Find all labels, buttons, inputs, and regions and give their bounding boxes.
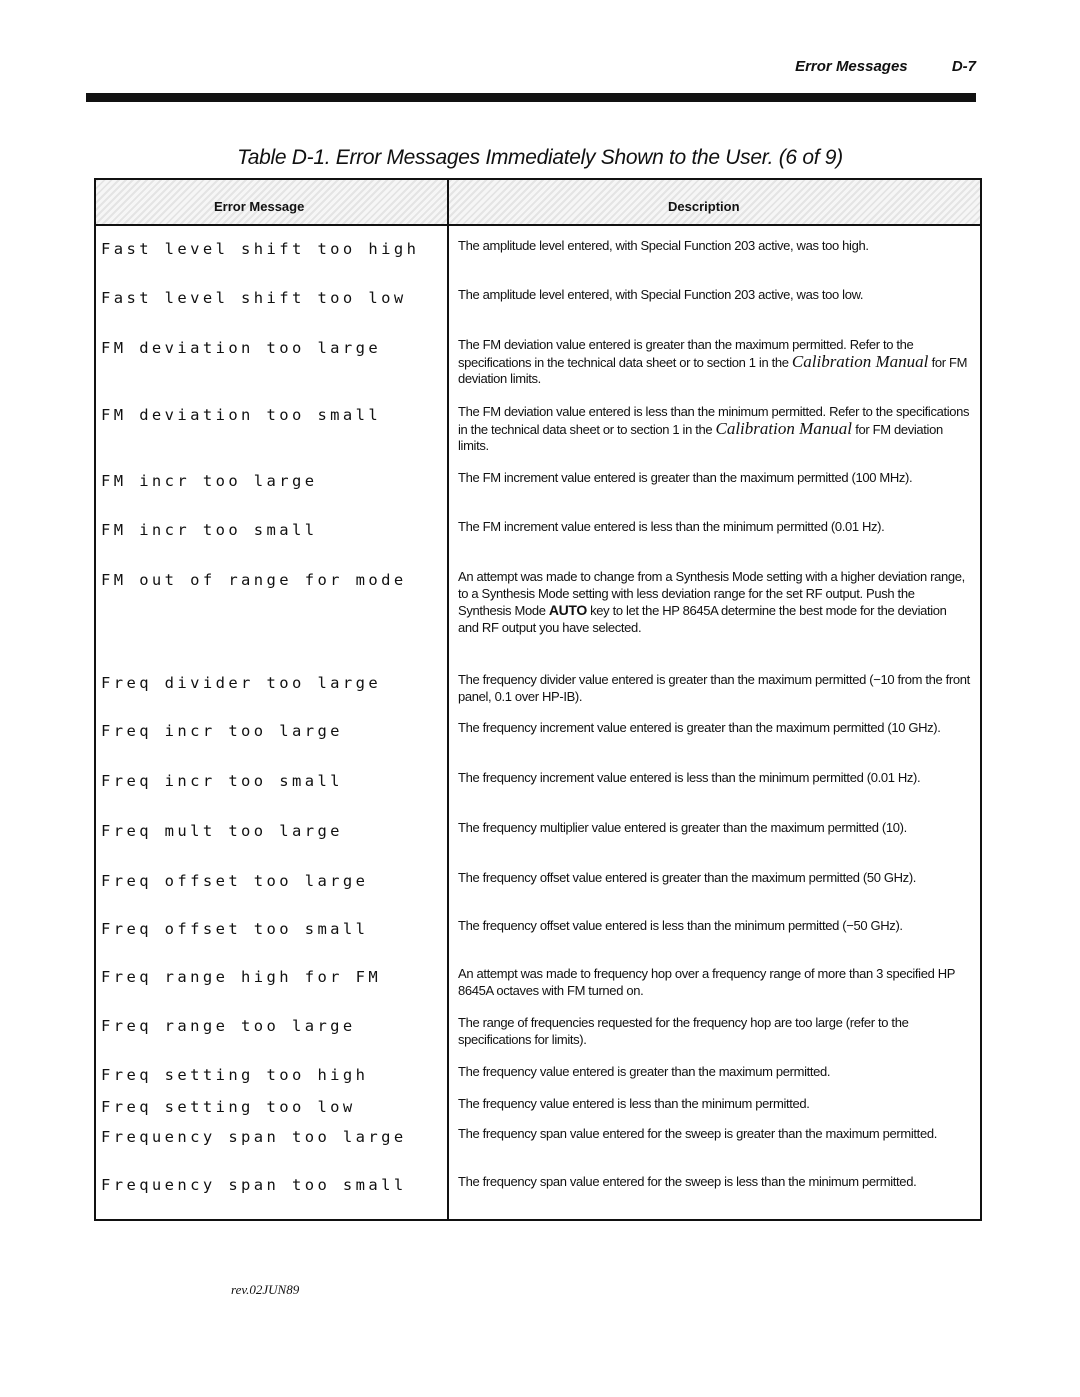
error-message: FM deviation too small bbox=[101, 406, 382, 424]
table-header bbox=[96, 180, 980, 226]
error-description: The frequency value entered is less than the minimum permitted. bbox=[458, 1096, 810, 1111]
error-description: The range of frequencies requested for the frequency hop are too large (refer to the specifications for limits). bbox=[458, 1015, 909, 1047]
error-description: The frequency offset value entered is greater than the maximum permitted (50 GHz). bbox=[458, 870, 917, 885]
column-divider bbox=[447, 180, 449, 1219]
table-title: Table D-1. Error Messages Immediately Shown to the User. (6 of 9) bbox=[237, 146, 843, 169]
error-description: The frequency offset value entered is less than the minimum permitted (−50 GHz). bbox=[458, 918, 903, 933]
column-header-description: Description bbox=[668, 199, 740, 214]
error-message: Freq range high for FM bbox=[101, 968, 382, 986]
error-description: The frequency multiplier value entered is greater than the maximum permitted (10). bbox=[458, 820, 907, 835]
error-description: The frequency span value entered for the sweep is greater than the maximum permitted. bbox=[458, 1126, 937, 1141]
error-description: The amplitude level entered, with Special Function 203 active, was too high. bbox=[458, 238, 869, 253]
error-message: Frequency span too large bbox=[101, 1128, 407, 1146]
error-description: The frequency divider value entered is greater than the maximum permitted (−10 from the front panel, 0.1 over HP-IB). bbox=[458, 672, 970, 704]
header-section: Error Messages bbox=[795, 58, 908, 75]
error-description: The FM deviation value entered is less than the minimum permitted. Refer to the specifications in the technical data sheet or to section 1 in the Calibration Manual for FM deviation limits. bbox=[458, 404, 970, 453]
manual-reference: Calibration Manual bbox=[791, 351, 929, 371]
error-description: The frequency value entered is greater than the maximum permitted. bbox=[458, 1064, 831, 1079]
error-description: An attempt was made to change from a Synthesis Mode setting with a higher deviation range, to a Synthesis Mode setting with less deviation range for the set RF output. Push the Synthesis Mode AUTO key to let the HP 8645A determine the best mode for the deviation and RF output you have selected. bbox=[458, 569, 965, 635]
error-message: FM incr too small bbox=[101, 521, 318, 539]
error-message: Frequency span too small bbox=[101, 1176, 407, 1194]
error-description: The FM increment value entered is greater than the maximum permitted (100 MHz). bbox=[458, 470, 913, 485]
error-message: Freq setting too high bbox=[101, 1066, 369, 1084]
column-header-message: Error Message bbox=[214, 199, 305, 214]
error-description: The frequency increment value entered is greater than the maximum permitted (10 GHz). bbox=[458, 720, 941, 735]
error-description: The frequency increment value entered is less than the minimum permitted (0.01 Hz). bbox=[458, 770, 921, 785]
header-rule bbox=[86, 93, 976, 102]
error-message: Freq incr too large bbox=[101, 722, 343, 740]
error-message: Fast level shift too low bbox=[101, 289, 407, 307]
error-message: Freq offset too small bbox=[101, 920, 369, 938]
running-header bbox=[795, 58, 976, 75]
error-description: The frequency span value entered for the sweep is less than the minimum permitted. bbox=[458, 1174, 917, 1189]
error-message: FM deviation too large bbox=[101, 339, 382, 357]
header-page-number: D-7 bbox=[951, 58, 976, 75]
error-description: The amplitude level entered, with Special Function 203 active, was too low. bbox=[458, 287, 864, 302]
error-message: Freq divider too large bbox=[101, 674, 382, 692]
error-message: Freq incr too small bbox=[101, 772, 343, 790]
error-message: FM incr too large bbox=[101, 472, 318, 490]
auto-key-label: AUTO bbox=[548, 602, 587, 618]
error-message: Freq range too large bbox=[101, 1017, 356, 1035]
manual-reference: Calibration Manual bbox=[715, 418, 852, 438]
error-description: The FM increment value entered is less than the minimum permitted (0.01 Hz). bbox=[458, 519, 885, 534]
error-message: Fast level shift too high bbox=[101, 240, 420, 258]
error-message: FM out of range for mode bbox=[101, 571, 407, 589]
error-description: The FM deviation value entered is greater than the maximum permitted. Refer to the specifications in the technical data sheet or to section 1 in the Calibration Manual for FM deviation limits. bbox=[458, 337, 968, 386]
error-description: An attempt was made to frequency hop over a frequency range of more than 3 specified HP 8645A octaves with FM turned on. bbox=[458, 966, 955, 998]
revision-footer: rev.02JUN89 bbox=[231, 1282, 300, 1297]
error-message: Freq offset too large bbox=[101, 872, 369, 890]
error-table bbox=[94, 178, 982, 1221]
error-message: Freq mult too large bbox=[101, 822, 343, 840]
error-message: Freq setting too low bbox=[101, 1098, 356, 1116]
